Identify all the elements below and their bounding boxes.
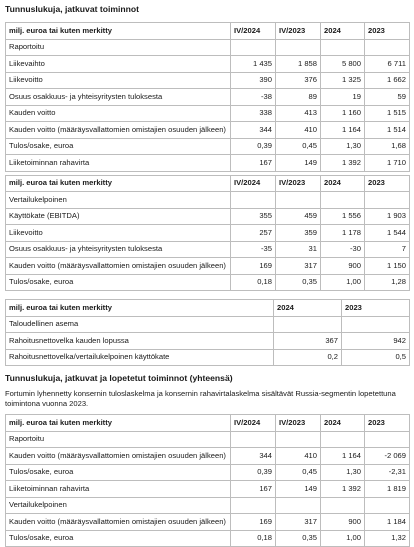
empty-cell xyxy=(321,192,365,209)
value-cell: 0,35 xyxy=(276,530,321,547)
column-header: milj. euroa tai kuten merkitty xyxy=(6,175,231,192)
value-cell: 0,45 xyxy=(276,464,321,481)
column-header: 2023 xyxy=(365,175,410,192)
table-row xyxy=(6,105,410,122)
row-label: Rahoitusnettovelka/vertailukelpoinen käyttökate xyxy=(6,349,274,366)
column-header: 2023 xyxy=(342,300,410,317)
heading-total-operations: Tunnuslukuja, jatkuvat ja lopetetut toiminnot (yhteensä) xyxy=(5,373,233,383)
value-cell: 6 711 xyxy=(365,56,410,73)
value-cell: 149 xyxy=(276,481,321,498)
value-cell: 1 556 xyxy=(321,208,365,225)
value-cell: 317 xyxy=(276,258,321,275)
table-header-row xyxy=(6,415,410,432)
table-row xyxy=(6,56,410,73)
value-cell: 1 858 xyxy=(276,56,321,73)
empty-cell xyxy=(276,39,321,56)
column-header: IV/2023 xyxy=(276,23,321,40)
empty-cell xyxy=(231,192,276,209)
empty-cell xyxy=(365,192,410,209)
value-cell: 413 xyxy=(276,105,321,122)
row-label: Tulos/osake, euroa xyxy=(6,530,231,547)
table-header-row xyxy=(6,175,410,192)
value-cell: 1,30 xyxy=(321,464,365,481)
value-cell: 0,39 xyxy=(231,464,276,481)
value-cell: 1,00 xyxy=(321,274,365,291)
value-cell: 1 184 xyxy=(365,514,410,531)
value-cell: 0,39 xyxy=(231,138,276,155)
table-row xyxy=(6,122,410,139)
value-cell: 31 xyxy=(276,241,321,258)
table-row xyxy=(6,274,410,291)
table-row xyxy=(6,258,410,275)
intro-paragraph: Fortumin lyhennetty konsernin tuloslaskelma ja konsernin rahavirtalaskelma sisältävät Russia-segmentin lopetettuna toimintona vuonna 2023. xyxy=(5,389,396,408)
value-cell: 900 xyxy=(321,514,365,531)
value-cell: 19 xyxy=(321,89,365,106)
table2-body xyxy=(6,192,410,291)
value-cell: -30 xyxy=(321,241,365,258)
row-label: Kauden voitto (määräysvallattomien omistajien osuuden jälkeen) xyxy=(6,122,231,139)
section-label: Vertailukelpoinen xyxy=(6,497,231,514)
value-cell: 167 xyxy=(231,155,276,172)
value-cell: -35 xyxy=(231,241,276,258)
column-header: IV/2023 xyxy=(276,175,321,192)
value-cell: 942 xyxy=(342,333,410,350)
value-cell: 1,28 xyxy=(365,274,410,291)
value-cell: 1 164 xyxy=(321,122,365,139)
section-row xyxy=(6,497,410,514)
value-cell: 367 xyxy=(274,333,342,350)
table-row xyxy=(6,208,410,225)
row-label: Liikevoitto xyxy=(6,225,231,242)
row-label: Liikevoitto xyxy=(6,72,231,89)
table3-body xyxy=(6,316,410,366)
value-cell: 1 178 xyxy=(321,225,365,242)
value-cell: 169 xyxy=(231,258,276,275)
row-label: Kauden voitto xyxy=(6,105,231,122)
row-label: Käyttökate (EBITDA) xyxy=(6,208,231,225)
row-label: Liiketoiminnan rahavirta xyxy=(6,481,231,498)
table-row xyxy=(6,448,410,465)
column-header: 2024 xyxy=(274,300,342,317)
value-cell: 7 xyxy=(365,241,410,258)
value-cell: 169 xyxy=(231,514,276,531)
section-row xyxy=(6,431,410,448)
value-cell: 1 325 xyxy=(321,72,365,89)
section-row xyxy=(6,316,410,333)
table-row xyxy=(6,333,410,350)
value-cell: 59 xyxy=(365,89,410,106)
empty-cell xyxy=(231,497,276,514)
column-header: 2024 xyxy=(321,23,365,40)
value-cell: 1 544 xyxy=(365,225,410,242)
value-cell: 1 392 xyxy=(321,155,365,172)
section-row xyxy=(6,39,410,56)
row-label: Liikevaihto xyxy=(6,56,231,73)
table-row xyxy=(6,530,410,547)
table-reported-key-figures xyxy=(5,22,410,172)
empty-cell xyxy=(365,39,410,56)
value-cell: 1,00 xyxy=(321,530,365,547)
column-header: milj. euroa tai kuten merkitty xyxy=(6,300,274,317)
row-label: Kauden voitto (määräysvallattomien omistajien osuuden jälkeen) xyxy=(6,258,231,275)
value-cell: 376 xyxy=(276,72,321,89)
column-header: 2024 xyxy=(321,415,365,432)
value-cell: 1 435 xyxy=(231,56,276,73)
value-cell: 1 903 xyxy=(365,208,410,225)
value-cell: 149 xyxy=(276,155,321,172)
empty-cell xyxy=(274,316,342,333)
empty-cell xyxy=(365,431,410,448)
section-label: Raportoitu xyxy=(6,39,231,56)
section-label: Taloudellinen asema xyxy=(6,316,274,333)
empty-cell xyxy=(276,431,321,448)
table-row xyxy=(6,72,410,89)
column-header: milj. euroa tai kuten merkitty xyxy=(6,415,231,432)
table-row xyxy=(6,89,410,106)
section-label: Vertailukelpoinen xyxy=(6,192,231,209)
value-cell: 1 514 xyxy=(365,122,410,139)
value-cell: 344 xyxy=(231,448,276,465)
value-cell: 344 xyxy=(231,122,276,139)
value-cell: 89 xyxy=(276,89,321,106)
value-cell: 410 xyxy=(276,122,321,139)
section-row xyxy=(6,192,410,209)
row-label: Kauden voitto (määräysvallattomien omistajien osuuden jälkeen) xyxy=(6,514,231,531)
value-cell: 167 xyxy=(231,481,276,498)
row-label: Osuus osakkuus- ja yhteisyritysten tuloksesta xyxy=(6,241,231,258)
value-cell: 359 xyxy=(276,225,321,242)
value-cell: 0,45 xyxy=(276,138,321,155)
row-label: Tulos/osake, euroa xyxy=(6,138,231,155)
value-cell: 0,5 xyxy=(342,349,410,366)
value-cell: -2,31 xyxy=(365,464,410,481)
value-cell: 459 xyxy=(276,208,321,225)
table-header-row xyxy=(6,300,410,317)
empty-cell xyxy=(342,316,410,333)
table-financial-position xyxy=(5,299,410,366)
value-cell: 355 xyxy=(231,208,276,225)
column-header: IV/2024 xyxy=(231,23,276,40)
value-cell: 257 xyxy=(231,225,276,242)
column-header: 2024 xyxy=(321,175,365,192)
column-header: IV/2024 xyxy=(231,415,276,432)
table1-body xyxy=(6,39,410,171)
value-cell: 1,32 xyxy=(365,530,410,547)
value-cell: 390 xyxy=(231,72,276,89)
value-cell: 410 xyxy=(276,448,321,465)
value-cell: 317 xyxy=(276,514,321,531)
value-cell: 1 164 xyxy=(321,448,365,465)
row-label: Kauden voitto (määräysvallattomien omistajien osuuden jälkeen) xyxy=(6,448,231,465)
column-header: 2023 xyxy=(365,23,410,40)
row-label: Rahoitusnettovelka kauden lopussa xyxy=(6,333,274,350)
empty-cell xyxy=(365,497,410,514)
empty-cell xyxy=(321,39,365,56)
value-cell: 1 662 xyxy=(365,72,410,89)
empty-cell xyxy=(276,497,321,514)
column-header: 2023 xyxy=(365,415,410,432)
value-cell: 1 392 xyxy=(321,481,365,498)
table-row xyxy=(6,464,410,481)
table-row xyxy=(6,225,410,242)
value-cell: 0,18 xyxy=(231,530,276,547)
row-label: Tulos/osake, euroa xyxy=(6,464,231,481)
value-cell: 0,18 xyxy=(231,274,276,291)
table-total-key-figures xyxy=(5,414,410,547)
row-label: Osuus osakkuus- ja yhteisyritysten tuloksesta xyxy=(6,89,231,106)
value-cell: -2 069 xyxy=(365,448,410,465)
value-cell: 1 150 xyxy=(365,258,410,275)
table-row xyxy=(6,514,410,531)
row-label: Tulos/osake, euroa xyxy=(6,274,231,291)
value-cell: 338 xyxy=(231,105,276,122)
table-row xyxy=(6,138,410,155)
section-label: Raportoitu xyxy=(6,431,231,448)
empty-cell xyxy=(231,431,276,448)
value-cell: 0,35 xyxy=(276,274,321,291)
value-cell: 1,68 xyxy=(365,138,410,155)
heading-continuing-operations: Tunnuslukuja, jatkuvat toiminnot xyxy=(5,4,139,14)
value-cell: -38 xyxy=(231,89,276,106)
value-cell: 1 160 xyxy=(321,105,365,122)
empty-cell xyxy=(321,497,365,514)
empty-cell xyxy=(276,192,321,209)
value-cell: 0,2 xyxy=(274,349,342,366)
value-cell: 1,30 xyxy=(321,138,365,155)
value-cell: 5 800 xyxy=(321,56,365,73)
table-row xyxy=(6,349,410,366)
row-label: Liiketoiminnan rahavirta xyxy=(6,155,231,172)
value-cell: 1 515 xyxy=(365,105,410,122)
value-cell: 900 xyxy=(321,258,365,275)
table-row xyxy=(6,241,410,258)
table-comparable-key-figures xyxy=(5,175,410,292)
value-cell: 1 710 xyxy=(365,155,410,172)
column-header: milj. euroa tai kuten merkitty xyxy=(6,23,231,40)
empty-cell xyxy=(231,39,276,56)
column-header: IV/2023 xyxy=(276,415,321,432)
column-header: IV/2024 xyxy=(231,175,276,192)
value-cell: 1 819 xyxy=(365,481,410,498)
table4-body xyxy=(6,431,410,547)
empty-cell xyxy=(321,431,365,448)
table-header-row xyxy=(6,23,410,40)
table-row xyxy=(6,155,410,172)
table-row xyxy=(6,481,410,498)
